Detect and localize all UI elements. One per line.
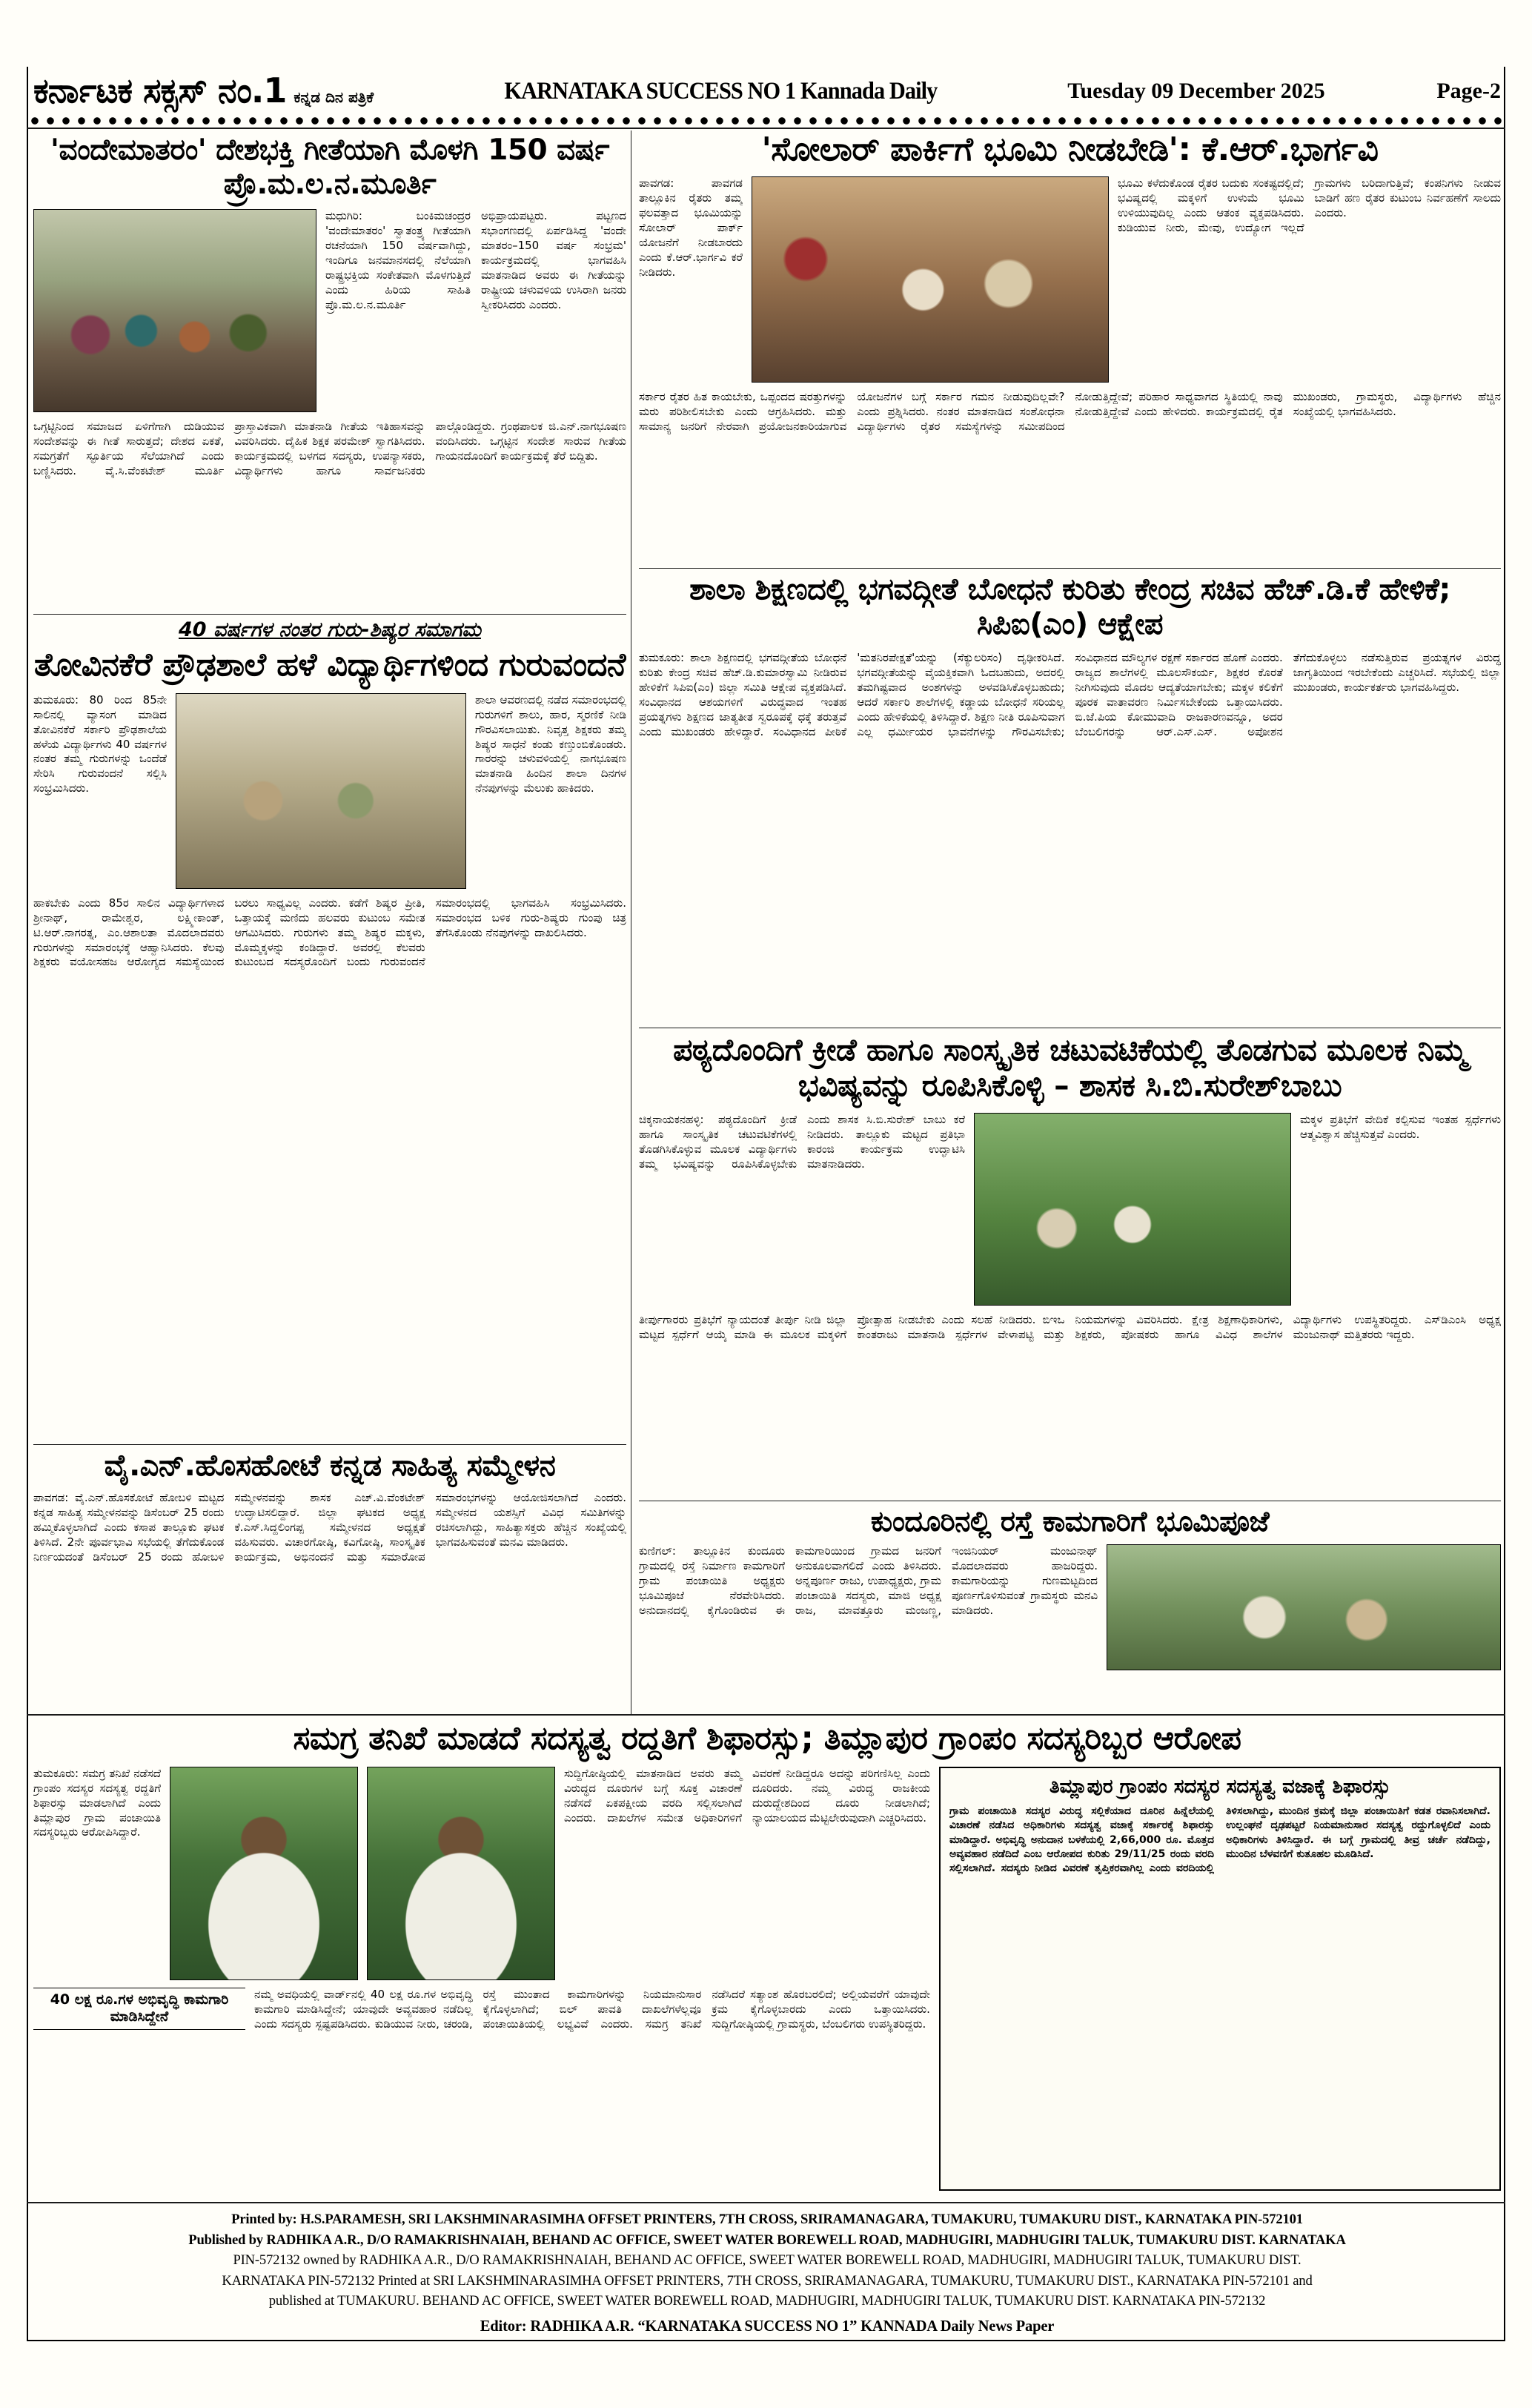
article-headline: ಸಮಗ್ರ ತನಿಖೆ ಮಾಡದೆ ಸದಸ್ಯತ್ವ ರದ್ದತಿಗೆ ಶಿಫಾರಸ್ಸು; ತಿಮ್ಲಾಪುರ ಗ್ರಾಂಪಂ ಸದಸ್ಯರಿಬ್ಬರ ಆರೋಪ [293,1720,1241,1757]
article-body: ಪಾವಗಡ: ವೈ.ಎನ್.ಹೊಸಕೋಟೆ ಹೋಬಳಿ ಮಟ್ಟದ ಕನ್ನಡ ಸಾಹಿತ್ಯ ಸಮ್ಮೇಳನವನ್ನು ಡಿಸೆಂಬರ್ 25 ರಂದು ಹಮ್ಮಿಕೊಳ್ಳಲಾಗಿದೆ ಎಂದು ಕಸಾಪ ತಾಲ್ಲೂಕು ಘಟಕ ತಿಳಿಸಿದೆ. 2ನೇ ಪೂರ್ವಭಾವಿ ಸಭೆಯಲ್ಲಿ ತೆಗೆದುಕೊಂಡ ನಿರ್ಣಯದಂತೆ ಡಿಸೆಂಬರ್ 25 ರಂದು ಹೋಬಳಿ ಸಮ್ಮೇಳನವನ್ನು ಶಾಸಕ ಎಚ್.ವಿ.ವೆಂಕಟೇಶ್ ಉದ್ಘಾಟಿಸಲಿದ್ದಾರೆ. ಜಿಲ್ಲಾ ಘಟಕದ ಅಧ್ಯಕ್ಷ ಕೆ.ಎಸ್.ಸಿದ್ದಲಿಂಗಪ್ಪ ಸಮ್ಮೇಳನದ ಅಧ್ಯಕ್ಷತೆ ವಹಿಸುವರು. ವಿಚಾರಗೋಷ್ಠಿ, ಕವಿಗೋಷ್ಠಿ, ಸಾಂಸ್ಕೃತಿಕ ಕಾರ್ಯಕ್ರಮ, ಅಭಿನಂದನೆ ಮತ್ತು ಸಮಾರೋಪ ಸಮಾರಂಭಗಳನ್ನು ಆಯೋಜಿಸಲಾಗಿದೆ ಎಂದರು. ಸಮ್ಮೇಳನದ ಯಶಸ್ಸಿಗೆ ವಿವಿಧ ಸಮಿತಿಗಳನ್ನು ರಚಿಸಲಾಗಿದ್ದು, ಸಾಹಿತ್ಯಾಸಕ್ತರು ಹೆಚ್ಚಿನ ಸಂಖ್ಯೆಯಲ್ಲಿ ಭಾಗವಹಿಸುವಂತೆ ಮನವಿ ಮಾಡಿದರು. [33,1491,626,1564]
imprint-line-5: published at TUMAKURU. BEHAND AC OFFICE, SWEET WATER BOREWELL ROAD, MADHUGIRI, MADHUGIRI TALUK, TUMAKURU DIST. KARNATAKA PIN-572132 [268,2293,1266,2309]
article-body-left: ಪಾವಗಡ: ಪಾವಗಡ ತಾಲ್ಲೂಕಿನ ರೈತರು ತಮ್ಮ ಫಲವತ್ತಾದ ಭೂಮಿಯನ್ನು ಸೋಲಾರ್ ಪಾರ್ಕ್ ಯೋಜನೆಗೆ ನೀಡಬಾರದು ಎಂದು ಕೆ.ಆರ್.ಭಾರ್ಗವಿ ಕರೆ ನೀಡಿದರು. [639,176,743,279]
imprint-line-1: Printed by: H.S.PARAMESH, SRI LAKSHMINARASIMHA OFFSET PRINTERS, 7TH CROSS, SRIRAMANAGARA, TUMAKURU, TUMAKURU DIST., KARNATAKA PIN-572101 [231,2212,1303,2227]
masthead-subtitle-kannada: ಕನ್ನಡ ದಿನ ಪತ್ರಿಕೆ [294,88,374,106]
masthead-title-english: KARNATAKA SUCCESS NO 1 Kannada Daily [504,77,938,105]
page-number: Page-2 [1436,79,1501,103]
article-guruvandane [33,618,626,1441]
article-headline: ಪಠ್ಯದೊಂದಿಗೆ ಕ್ರೀಡೆ ಹಾಗೂ ಸಾಂಸ್ಕೃತಿಕ ಚಟುವಟಿಕೆಯಲ್ಲಿ ತೊಡಗುವ ಮೂಲಕ ನಿಮ್ಮ ಭವಿಷ್ಯವನ್ನು ರೂಪಿಸಿಕೊಳ್ಳಿ – ಶಾಸಕ ಸಿ.ಬಿ.ಸುರೇಶ್‌ಬಾಬು [673,1032,1467,1104]
imprint-line-4: KARNATAKA PIN-572132 Printed at SRI LAKSHMINARASIMHA OFFSET PRINTERS, 7TH CROSS, SRIRAMANAGARA, TUMAKURU, TUMAKURU DIST., KARNATAKA PIN-572101 and [222,2272,1313,2289]
article-body-right: ಸುದ್ದಿಗೋಷ್ಠಿಯಲ್ಲಿ ಮಾತನಾಡಿದ ಅವರು ತಮ್ಮ ವಿರುದ್ಧದ ದೂರುಗಳ ಬಗ್ಗೆ ಸೂಕ್ತ ವಿಚಾರಣೆ ನಡೆಸದೆ ಏಕಪಕ್ಷೀಯ ವರದಿ ಸಲ್ಲಿಸಲಾಗಿದೆ ಎಂದರು. ದಾಖಲೆಗಳ ಸಮೇತ ಅಧಿಕಾರಿಗಳಿಗೆ ವಿವರಣೆ ನೀಡಿದ್ದರೂ ಅದನ್ನು ಪರಿಗಣಿಸಿಲ್ಲ ಎಂದು ದೂರಿದರು. ನಮ್ಮ ವಿರುದ್ಧ ರಾಜಕೀಯ ದುರುದ್ದೇಶದಿಂದ ದೂರು ನೀಡಲಾಗಿದೆ; ನ್ಯಾಯಾಲಯದ ಮೆಟ್ಟಿಲೇರುವುದಾಗಿ ಎಚ್ಚರಿಸಿದರು. [564,1766,930,1825]
article-headline: 'ಸೋಲಾರ್ ಪಾರ್ಕಿಗೆ ಭೂಮಿ ನೀಡಬೇಡಿ': ಕೆ.ಆರ್.ಭಾರ್ಗವಿ [761,130,1379,168]
box-title: ತಿಮ್ಲಾಪುರ ಗ್ರಾಂಪಂ ಸದಸ್ಯರ ಸದಸ್ಯತ್ವ ವಜಾಕ್ಕೆ ಶಿಫಾರಸ್ಸು [1049,1775,1391,1798]
left-edge-rule [27,67,28,2341]
edition-date: Tuesday 09 December 2025 [1067,79,1325,103]
rule-a4-a6 [33,1444,626,1445]
article-body-right: ಮಕ್ಕಳ ಪ್ರತಿಭೆಗೆ ವೇದಿಕೆ ಕಲ್ಪಿಸುವ ಇಂತಹ ಸ್ಪರ್ಧೆಗಳು ಆತ್ಮವಿಶ್ವಾಸ ಹೆಚ್ಚಿಸುತ್ತವೆ ಎಂದರು. [1300,1112,1501,1141]
article-thimlapura [33,1720,1501,2196]
right-edge-rule [1504,67,1505,2341]
article-headline: ತೋವಿನಕೆರೆ ಪ್ರೌಢಶಾಲೆ ಹಳೆ ವಿದ್ಯಾರ್ಥಿಗಳಿಂದ ಗುರುವಂದನೆ [33,646,626,684]
rule-a2-a3 [639,568,1501,569]
bhoomi-pooja-road-photo [1107,1544,1501,1670]
article-sahitya-sammelana [33,1449,626,1710]
member-2-press-photo [367,1767,555,1980]
rule-a1-a4 [33,614,626,615]
article-headline: ವೈ.ಎನ್.ಹೊಸಹೋಟೆ ಕನ್ನಡ ಸಾಹಿತ್ಯ ಸಮ್ಮೇಳನ [104,1449,556,1483]
article-body-left: ತುಮಕೂರು: ಸಮಗ್ರ ತನಿಖೆ ನಡೆಸದೆ ಗ್ರಾಂಪಂ ಸದಸ್ಯರ ಸದಸ್ಯತ್ವ ರದ್ದತಿಗೆ ಶಿಫಾರಸ್ಸು ಮಾಡಲಾಗಿದೆ ಎಂದು ತಿಮ್ಲಾಪುರ ಗ್ರಾಮ ಪಂಚಾಯಿತಿ ಸದಸ್ಯರಿಬ್ಬರು ಆರೋಪಿಸಿದ್ದಾರೆ. [33,1766,161,1839]
article-kicker: 40 ವರ್ಷಗಳ ನಂತರ ಗುರು-ಶಿಷ್ಯರ ಸಮಾಗಮ [179,618,481,641]
article-body-right: ಭೂಮಿ ಕಳೆದುಕೊಂಡ ರೈತರ ಬದುಕು ಸಂಕಷ್ಟದಲ್ಲಿದೆ; ಭವಿಷ್ಯದಲ್ಲಿ ಮಕ್ಕಳಿಗೆ ಉಳುಮೆ ಭೂಮಿ ಉಳಿಯುವುದಿಲ್ಲ ಎಂದು ಆತಂಕ ವ್ಯಕ್ತಪಡಿಸಿದರು. ಕುಡಿಯುವ ನೀರು, ಮೇವು, ಉದ್ಯೋಗ ಇಲ್ಲದೆ ಗ್ರಾಮಗಳು ಬರಿದಾಗುತ್ತಿವೆ; ಕಂಪನಿಗಳು ನೀಡುವ ಬಾಡಿಗೆ ಹಣ ರೈತರ ಕುಟುಂಬ ನಿರ್ವಹಣೆಗೆ ಸಾಲದು ಎಂದರು. [1118,176,1501,234]
article-headline: ಕುಂದೂರಿನಲ್ಲಿ ರಸ್ತೆ ಕಾಮಗಾರಿಗೆ ಭೂಮಿಪೂಜೆ [870,1505,1270,1538]
rule-above-a8 [27,1714,1505,1716]
masthead-title-kannada: ಕರ್ನಾಟಕ ಸಕ್ಸಸ್ ನಂ.1 [33,70,287,110]
article-body: ತುಮಕೂರು: ಶಾಲಾ ಶಿಕ್ಷಣದಲ್ಲಿ ಭಗವದ್ಗೀತೆಯ ಬೋಧನೆ ಕುರಿತು ಕೇಂದ್ರ ಸಚಿವ ಹೆಚ್.ಡಿ.ಕುಮಾರಸ್ವಾಮಿ ನೀಡಿರುವ ಹೇಳಿಕೆಗೆ ಸಿಪಿಐ(ಎಂ) ಜಿಲ್ಲಾ ಸಮಿತಿ ಆಕ್ಷೇಪ ವ್ಯಕ್ತಪಡಿಸಿದೆ. ಸಂವಿಧಾನದ ಆಶಯಗಳಿಗೆ ವಿರುದ್ಧವಾದ ಇಂತಹ ಪ್ರಯತ್ನಗಳು ಶಿಕ್ಷಣದ ಜಾತ್ಯತೀತ ಸ್ವರೂಪಕ್ಕೆ ಧಕ್ಕೆ ತರುತ್ತವೆ ಎಂದು ಮುಖಂಡರು ಹೇಳಿದ್ದಾರೆ. ಸಂವಿಧಾನದ ಪೀಠಿಕೆ 'ಮತನಿರಪೇಕ್ಷತೆ'ಯನ್ನು (ಸೆಕ್ಯುಲರಿಸಂ) ದೃಢೀಕರಿಸಿದೆ. ಭಗವದ್ಗೀತೆಯನ್ನು ವೈಯಕ್ತಿಕವಾಗಿ ಓದಬಹುದು, ಅದರಲ್ಲಿ ತಮಗಿಷ್ಟವಾದ ಅಂಶಗಳನ್ನು ಅಳವಡಿಸಿಕೊಳ್ಳಬಹುದು; ಆದರೆ ಸರ್ಕಾರಿ ಶಾಲೆಗಳಲ್ಲಿ ಕಡ್ಡಾಯ ಬೋಧನೆ ಸರಿಯಲ್ಲ ಎಂದು ಹೇಳಿಕೆಯಲ್ಲಿ ತಿಳಿಸಿದ್ದಾರೆ. ಶಿಕ್ಷಣ ನೀತಿ ರೂಪಿಸುವಾಗ ಎಲ್ಲ ಧರ್ಮೀಯರ ಭಾವನೆಗಳನ್ನು ಗೌರವಿಸಬೇಕು; ಸಂವಿಧಾನದ ಮೌಲ್ಯಗಳ ರಕ್ಷಣೆ ಸರ್ಕಾರದ ಹೊಣೆ ಎಂದರು. ರಾಜ್ಯದ ಶಾಲೆಗಳಲ್ಲಿ ಮೂಲಸೌಕರ್ಯ, ಶಿಕ್ಷಕರ ಕೊರತೆ ನೀಗಿಸುವುದು ಮೊದಲ ಆದ್ಯತೆಯಾಗಬೇಕು; ಮಕ್ಕಳ ಕಲಿಕೆಗೆ ಪೂರಕ ವಾತಾವರಣ ನಿರ್ಮಿಸಬೇಕೆಂದು ಒತ್ತಾಯಿಸಿದರು. ಬಿ.ಜೆ.ಪಿಯ ಕೋಮುವಾದಿ ರಾಜಕಾರಣವನ್ನೂ, ಅದರ ಬೆಂಬಲಿಗರನ್ನು ಆರ್.ಎಸ್.ಎಸ್. ಅಪೋಶನ ತೆಗೆದುಕೊಳ್ಳಲು ನಡೆಸುತ್ತಿರುವ ಪ್ರಯತ್ನಗಳ ವಿರುದ್ಧ ಜಾಗೃತಿಯಿಂದ ಇರಬೇಕೆಂದು ಎಚ್ಚರಿಸಿದೆ. ಸಭೆಯಲ್ಲಿ ಜಿಲ್ಲಾ ಮುಖಂಡರು, ಕಾರ್ಯಕರ್ತರು ಭಾಗವಹಿಸಿದ್ದರು. [639,651,1501,739]
article-body-continued: ಒಗ್ಗಟ್ಟಿನಿಂದ ಸಮಾಜದ ಏಳಿಗೆಗಾಗಿ ದುಡಿಯುವ ಸಂದೇಶವನ್ನು ಈ ಗೀತೆ ಸಾರುತ್ತದೆ; ದೇಶದ ಏಕತೆ, ಸಮಗ್ರತೆಗೆ ಸ್ಫೂರ್ತಿಯ ಸೆಲೆಯಾಗಿದೆ ಎಂದು ಬಣ್ಣಿಸಿದರು. ವೈ.ಸಿ.ವೆಂಕಟೇಶ್ ಮೂರ್ತಿ ಪ್ರಾಸ್ತಾವಿಕವಾಗಿ ಮಾತನಾಡಿ ಗೀತೆಯ ಇತಿಹಾಸವನ್ನು ವಿವರಿಸಿದರು. ದೈಹಿಕ ಶಿಕ್ಷಕ ಪರಮೇಶ್ ಸ್ವಾಗತಿಸಿದರು. ಕಾರ್ಯಕ್ರಮದಲ್ಲಿ ಬಳಗದ ಸದಸ್ಯರು, ಉಪನ್ಯಾಸಕರು, ವಿದ್ಯಾರ್ಥಿಗಳು ಹಾಗೂ ಸಾರ್ವಜನಿಕರು ಪಾಲ್ಗೊಂಡಿದ್ದರು. ಗ್ರಂಥಪಾಲಕ ಜಿ.ಎನ್.ನಾಗಭೂಷಣ ವಂದಿಸಿದರು. ಒಗ್ಗಟ್ಟಿನ ಸಂದೇಶ ಸಾರುವ ಗೀತೆಯ ಗಾಯನದೊಂದಿಗೆ ಕಾರ್ಯಕ್ರಮಕ್ಕೆ ತೆರೆ ಬಿದ್ದಿತು. [33,420,626,477]
article-suresh-babu [639,1032,1501,1498]
rule-above-footer [27,2202,1505,2203]
article-body-left: ಚಿಕ್ಕನಾಯಕನಹಳ್ಳಿ: ಪಠ್ಯದೊಂದಿಗೆ ಕ್ರೀಡೆ ಹಾಗೂ ಸಾಂಸ್ಕೃತಿಕ ಚಟುವಟಿಕೆಗಳಲ್ಲಿ ತೊಡಗಿಸಿಕೊಳ್ಳುವ ಮೂಲಕ ವಿದ್ಯಾರ್ಥಿಗಳು ತಮ್ಮ ಭವಿಷ್ಯವನ್ನು ರೂಪಿಸಿಕೊಳ್ಳಬೇಕು ಎಂದು ಶಾಸಕ ಸಿ.ಬಿ.ಸುರೇಶ್ ಬಾಬು ಕರೆ ನೀಡಿದರು. ತಾಲ್ಲೂಕು ಮಟ್ಟದ ಪ್ರತಿಭಾ ಕಾರಂಜಿ ಕಾರ್ಯಕ್ರಮ ಉದ್ಘಾಟಿಸಿ ಮಾತನಾಡಿದರು. [639,1112,965,1171]
article-bhoomi-pooja [639,1505,1501,1710]
editor-line: Editor: RADHIKA A.R. “KARNATAKA SUCCESS NO 1” KANNADA Daily News Paper [480,2316,1055,2335]
member-1-press-photo [170,1767,358,1980]
imprint-line-3: PIN-572132 owned by RADHIKA A.R., D/O RAMAKRISHNAIAH, BEHAND AC OFFICE, SWEET WATER BOREWELL ROAD, MADHUGIRI, MADHUGIRI TALUK, TUMAKURU DIST. [233,2252,1301,2269]
imprint-footer [33,2209,1501,2337]
article-body: ಕುಣಿಗಲ್: ತಾಲ್ಲೂಕಿನ ಕುಂದೂರು ಗ್ರಾಮದಲ್ಲಿ ರಸ್ತೆ ನಿರ್ಮಾಣ ಕಾಮಗಾರಿಗೆ ಗ್ರಾಮ ಪಂಚಾಯಿತಿ ಅಧ್ಯಕ್ಷರು ಭೂಮಿಪೂಜೆ ನೆರವೇರಿಸಿದರು. ಅನುದಾನದಲ್ಲಿ ಕೈಗೊಂಡಿರುವ ಈ ಕಾಮಗಾರಿಯಿಂದ ಗ್ರಾಮದ ಜನರಿಗೆ ಅನುಕೂಲವಾಗಲಿದೆ ಎಂದು ತಿಳಿಸಿದರು. ಅನ್ನಪೂರ್ಣ ರಾಜು, ಉಪಾಧ್ಯಕ್ಷರು, ಗ್ರಾಮ ಪಂಚಾಯಿತಿ ಸದಸ್ಯರು, ಮಾಜಿ ಅಧ್ಯಕ್ಷ ರಾಜ, ಮಾವತ್ತೂರು ಮಂಜಣ್ಣ, ಇಂಜಿನಿಯರ್ ಮಂಜುನಾಥ್ ಮೊದಲಾದವರು ಹಾಜರಿದ್ದರು. ಕಾಮಗಾರಿಯನ್ನು ಗುಣಮಟ್ಟದಿಂದ ಪೂರ್ಣಗೊಳಿಸುವಂತೆ ಗ್ರಾಮಸ್ಥರು ಮನವಿ ಮಾಡಿದರು. [639,1544,1098,1617]
solar-park-meeting-photo [752,176,1109,383]
article-subhead: 40 ಲಕ್ಷ ರೂ.ಗಳ ಅಭಿವೃದ್ಧಿ ಕಾಮಗಾರಿ ಮಾಡಿಸಿದ್ದೇನೆ [33,1988,245,2031]
vande-mataram-group-photo [33,209,316,412]
article-main-area [33,1767,930,2176]
article-body-continued: ನಮ್ಮ ಅವಧಿಯಲ್ಲಿ ವಾರ್ಡ್‌ನಲ್ಲಿ 40 ಲಕ್ಷ ರೂ.ಗಳ ಅಭಿವೃದ್ಧಿ ಕಾಮಗಾರಿ ಮಾಡಿಸಿದ್ದೇನೆ; ಯಾವುದೇ ಅವ್ಯವಹಾರ ನಡೆದಿಲ್ಲ ಎಂದು ಸದಸ್ಯರು ಸ್ಪಷ್ಟಪಡಿಸಿದರು. ಕುಡಿಯುವ ನೀರು, ಚರಂಡಿ, ರಸ್ತೆ ಮುಂತಾದ ಕಾಮಗಾರಿಗಳನ್ನು ನಿಯಮಾನುಸಾರ ಕೈಗೊಳ್ಳಲಾಗಿದೆ; ಬಿಲ್ ಪಾವತಿ ದಾಖಲೆಗಳೆಲ್ಲವೂ ಪಂಚಾಯಿತಿಯಲ್ಲಿ ಲಭ್ಯವಿವೆ ಎಂದರು. ಸಮಗ್ರ ತನಿಖೆ ನಡೆಸಿದರೆ ಸತ್ಯಾಂಶ ಹೊರಬರಲಿದೆ; ಅಲ್ಲಿಯವರೆಗೆ ಯಾವುದೇ ಕ್ರಮ ಕೈಗೊಳ್ಳಬಾರದು ಎಂದು ಒತ್ತಾಯಿಸಿದರು. ಸುದ್ದಿಗೋಷ್ಠಿಯಲ್ಲಿ ಗ್ರಾಮಸ್ಥರು, ಬೆಂಬಲಿಗರು ಉಪಸ್ಥಿತರಿದ್ದರು. [254,1987,930,2031]
article-body-right: ಶಾಲಾ ಆವರಣದಲ್ಲಿ ನಡೆದ ಸಮಾರಂಭದಲ್ಲಿ ಗುರುಗಳಿಗೆ ಶಾಲು, ಹಾರ, ಸ್ಮರಣಿಕೆ ನೀಡಿ ಗೌರವಿಸಲಾಯಿತು. ನಿವೃತ್ತ ಶಿಕ್ಷಕರು ತಮ್ಮ ಶಿಷ್ಯರ ಸಾಧನೆ ಕಂಡು ಕಣ್ತುಂಬಿಕೊಂಡರು. ಗಾರರನ್ನು ಚಳುವಳಿಯಲ್ಲಿ ನಾಗಭೂಷಣ ಮಾತನಾಡಿ ಹಿಂದಿನ ಶಾಲಾ ದಿನಗಳ ನೆನಪುಗಳನ್ನು ಮೆಲುಕು ಹಾಕಿದರು. [475,692,626,796]
article-body-continued: ತೀರ್ಪುಗಾರರು ಪ್ರತಿಭೆಗೆ ನ್ಯಾಯದಂತೆ ತೀರ್ಪು ನೀಡಿ ಜಿಲ್ಲಾ ಮಟ್ಟದ ಸ್ಪರ್ಧೆಗೆ ಆಯ್ಕೆ ಮಾಡಿ ಈ ಮೂಲಕ ಮಕ್ಕಳಿಗೆ ಪ್ರೋತ್ಸಾಹ ನೀಡಬೇಕು ಎಂದು ಸಲಹೆ ನೀಡಿದರು. ಬಿಇಒ ಕಾಂತರಾಜು ಮಾತನಾಡಿ ಸ್ಪರ್ಧೆಗಳ ವೇಳಾಪಟ್ಟಿ ಮತ್ತು ನಿಯಮಗಳನ್ನು ವಿವರಿಸಿದರು. ಕ್ಷೇತ್ರ ಶಿಕ್ಷಣಾಧಿಕಾರಿಗಳು, ಶಿಕ್ಷಕರು, ಪೋಷಕರು ಹಾಗೂ ವಿವಿಧ ಶಾಲೆಗಳ ವಿದ್ಯಾರ್ಥಿಗಳು ಉಪಸ್ಥಿತರಿದ್ದರು. ಎಸ್‌ಡಿಎಂಸಿ ಅಧ್ಯಕ್ಷ ಮಂಜುನಾಥ್ ಮತ್ತಿತರರು ಇದ್ದರು. [639,1312,1501,1341]
thimlapura-box [939,1767,1501,2191]
article-body-left: ತುಮಕೂರು: 80 ರಿಂದ 85ನೇ ಸಾಲಿನಲ್ಲಿ ವ್ಯಾಸಂಗ ಮಾಡಿದ ತೋವಿನಕೆರೆ ಸರ್ಕಾರಿ ಪ್ರೌಢಶಾಲೆಯ ಹಳೆಯ ವಿದ್ಯಾರ್ಥಿಗಳು 40 ವರ್ಷಗಳ ನಂತರ ತಮ್ಮ ಗುರುಗಳನ್ನು ಒಂದೆಡೆ ಸೇರಿಸಿ ಗುರುವಂದನೆ ಸಲ್ಲಿಸಿ ಸಂಭ್ರಮಿಸಿದರು. [33,692,167,796]
box-body: ಗ್ರಾಮ ಪಂಚಾಯಿತಿ ಸದಸ್ಯರ ವಿರುದ್ಧ ಸಲ್ಲಿಕೆಯಾದ ದೂರಿನ ಹಿನ್ನೆಲೆಯಲ್ಲಿ ವಿಚಾರಣೆ ನಡೆಸಿದ ಅಧಿಕಾರಿಗಳು ಸದಸ್ಯತ್ವ ವಜಾಕ್ಕೆ ಸರ್ಕಾರಕ್ಕೆ ಶಿಫಾರಸ್ಸು ಮಾಡಿದ್ದಾರೆ. ಅಭಿವೃದ್ಧಿ ಅನುದಾನ ಬಳಕೆಯಲ್ಲಿ 2,66,000 ರೂ. ಮೊತ್ತದ ಅವ್ಯವಹಾರ ನಡೆದಿದೆ ಎಂಬ ಆರೋಪದ ಕುರಿತು 29/11/25 ರಂದು ವರದಿ ಸಲ್ಲಿಸಲಾಗಿದೆ. ಸದಸ್ಯರು ನೀಡಿದ ವಿವರಣೆ ತೃಪ್ತಿಕರವಾಗಿಲ್ಲ ಎಂದು ವರದಿಯಲ್ಲಿ ತಿಳಿಸಲಾಗಿದ್ದು, ಮುಂದಿನ ಕ್ರಮಕ್ಕೆ ಜಿಲ್ಲಾ ಪಂಚಾಯಿತಿಗೆ ಕಡತ ರವಾನಿಸಲಾಗಿದೆ. ಉಲ್ಲಂಘನೆ ದೃಢಪಟ್ಟರೆ ನಿಯಮಾನುಸಾರ ಸದಸ್ಯತ್ವ ರದ್ದುಗೊಳ್ಳಲಿದೆ ಎಂದು ಅಧಿಕಾರಿಗಳು ತಿಳಿಸಿದ್ದಾರೆ. ಈ ಬಗ್ಗೆ ಗ್ರಾಮದಲ್ಲಿ ತೀವ್ರ ಚರ್ಚೆ ನಡೆದಿದ್ದು, ಮುಂದಿನ ಬೆಳವಣಿಗೆ ಕುತೂಹಲ ಮೂಡಿಸಿದೆ. [949,1805,1490,1875]
masthead-kannada [33,70,374,112]
bottom-edge-rule [27,2340,1505,2341]
guruvandane-group-photo [176,693,466,889]
pratibha-karanji-stage-photo [974,1113,1291,1306]
article-body-continued: ಸರ್ಕಾರ ರೈತರ ಹಿತ ಕಾಯಬೇಕು, ಒಪ್ಪಂದದ ಷರತ್ತುಗಳನ್ನು ಮರು ಪರಿಶೀಲಿಸಬೇಕು ಎಂದು ಆಗ್ರಹಿಸಿದರು. ಮತ್ತು ಸಾಮಾನ್ಯ ಜನರಿಗೆ ನೇರವಾಗಿ ಪ್ರಯೋಜನಕಾರಿಯಾಗುವ ಯೋಜನೆಗಳ ಬಗ್ಗೆ ಸರ್ಕಾರ ಗಮನ ನೀಡುವುದಿಲ್ಲವೇ? ಎಂದು ಪ್ರಶ್ನಿಸಿದರು. ನಂತರ ಮಾತನಾಡಿದ ಸಂಶೋಧನಾ ವಿದ್ಯಾರ್ಥಿಗಳು ರೈತರ ಸಮಸ್ಯೆಗಳನ್ನು ಸಮೀಪದಿಂದ ನೋಡುತ್ತಿದ್ದೇವೆ; ಪರಿಹಾರ ಸಾಧ್ಯವಾಗದ ಸ್ಥಿತಿಯಲ್ಲಿ ನಾವು ನೋಡುತ್ತಿದ್ದೇವೆ ಎಂದು ಹೇಳಿದರು. ಕಾರ್ಯಕ್ರಮದಲ್ಲಿ ರೈತ ಮುಖಂಡರು, ಗ್ರಾಮಸ್ಥರು, ವಿದ್ಯಾರ್ಥಿಗಳು ಹೆಚ್ಚಿನ ಸಂಖ್ಯೆಯಲ್ಲಿ ಭಾಗವಹಿಸಿದರು. [639,389,1501,433]
article-solar-park [639,130,1501,565]
article-body: ಮಧುಗಿರಿ: ಬಂಕಿಮಚಂದ್ರರ 'ವಂದೇಮಾತರಂ' ಸ್ವಾತಂತ್ರ್ಯ ಗೀತೆಯಾಗಿ ರಚನೆಯಾಗಿ 150 ವರ್ಷವಾಗಿದ್ದು, ಇಂದಿಗೂ ಜನಮಾನಸದಲ್ಲಿ ನೆಲೆಯಾಗಿ ರಾಷ್ಟ್ರಭಕ್ತಿಯ ಸಂಕೇತವಾಗಿ ಮೊಳಗುತ್ತಿದೆ ಎಂದು ಹಿರಿಯ ಸಾಹಿತಿ ಪ್ರೊ.ಮ.ಲ.ನ.ಮೂರ್ತಿ ಅಭಿಪ್ರಾಯಪಟ್ಟರು. ಪಟ್ಟಣದ ಸಭಾಂಗಣದಲ್ಲಿ ಏರ್ಪಡಿಸಿದ್ದ 'ವಂದೇ ಮಾತರಂ–150 ವರ್ಷ ಸಂಭ್ರಮ' ಕಾರ್ಯಕ್ರಮದಲ್ಲಿ ಭಾಗವಹಿಸಿ ಮಾತನಾಡಿದ ಅವರು ಈ ಗೀತೆಯನ್ನು ರಾಷ್ಟ್ರೀಯ ಚಳುವಳಿಯ ಉಸಿರಾಗಿ ಜನರು ಸ್ವೀಕರಿಸಿದರು ಎಂದರು. [325,209,626,311]
imprint-line-2: Published by RADHIKA A.R., D/O RAMAKRISHNAIAH, BEHAND AC OFFICE, SWEET WATER BOREWELL ROAD, MADHUGIRI, MADHUGIRI TALUK, TUMAKURU DIST. KARNATAKA [188,2232,1346,2248]
masthead-dotted-divider [30,116,1505,126]
article-vande-mataram [33,133,626,611]
masthead [33,68,1501,114]
article-body-continued: ಹಾಕಬೇಕು ಎಂದು 85ರ ಸಾಲಿನ ವಿದ್ಯಾರ್ಥಿಗಳಾದ ಶ್ರೀನಾಥ್, ರಾಮೇಶ್ವರ, ಲಕ್ಷ್ಮೀಕಾಂತ್, ಟಿ.ಆರ್.ನಾಗರತ್ನ, ಎಂ.ಆಶಾಲತಾ ಮೊದಲಾದವರು ಗುರುಗಳನ್ನು ಸಮಾರಂಭಕ್ಕೆ ಆಹ್ವಾನಿಸಿದರು. ಕೆಲವು ಶಿಕ್ಷಕರು ವಯೋಸಹಜ ಆರೋಗ್ಯದ ಸಮಸ್ಯೆಯಿಂದ ಬರಲು ಸಾಧ್ಯವಿಲ್ಲ ಎಂದರು. ಕಡೆಗೆ ಶಿಷ್ಯರ ಪ್ರೀತಿ, ಒತ್ತಾಯಕ್ಕೆ ಮಣಿದು ಹಲವರು ಕುಟುಂಬ ಸಮೇತ ಆಗಮಿಸಿದರು. ಗುರುಗಳು ತಮ್ಮ ಶಿಷ್ಯರ ಮಕ್ಕಳು, ಮೊಮ್ಮಕ್ಕಳನ್ನು ಕಂಡಿದ್ದಾರೆ. ಅವರಲ್ಲಿ ಕೆಲವರು ಕುಟುಂಬದ ಸದಸ್ಯರೊಂದಿಗೆ ಬಂದು ಗುರುವಂದನೆ ಸಮಾರಂಭದಲ್ಲಿ ಭಾಗವಹಿಸಿ ಸಂಭ್ರಮಿಸಿದರು. ಸಮಾರಂಭದ ಬಳಿಕ ಗುರು-ಶಿಷ್ಯರು ಗುಂಪು ಚಿತ್ರ ತೆಗೆಸಿಕೊಂಡು ನೆನಪುಗಳನ್ನು ದಾಖಲಿಸಿದರು. [33,896,626,969]
masthead-rule [27,128,1505,129]
article-gita-cpim [639,572,1501,1025]
article-headline: ಶಾಲಾ ಶಿಕ್ಷಣದಲ್ಲಿ ಭಗವದ್ಗೀತೆ ಬೋಧನೆ ಕುರಿತು ಕೇಂದ್ರ ಸಚಿವ ಹೆಚ್.ಡಿ.ಕೆ ಹೇಳಿಕೆ; ಸಿಪಿಐ(ಎಂ) ಆಕ್ಷೇಪ [689,572,1450,642]
article-headline: 'ವಂದೇಮಾತರಂ' ದೇಶಭಕ್ತಿ ಗೀತೆಯಾಗಿ ಮೊಳಗಿ 150 ವರ್ಷ ಪ್ರೊ.ಮ.ಲ.ನ.ಮೂರ್ತಿ [50,133,609,202]
